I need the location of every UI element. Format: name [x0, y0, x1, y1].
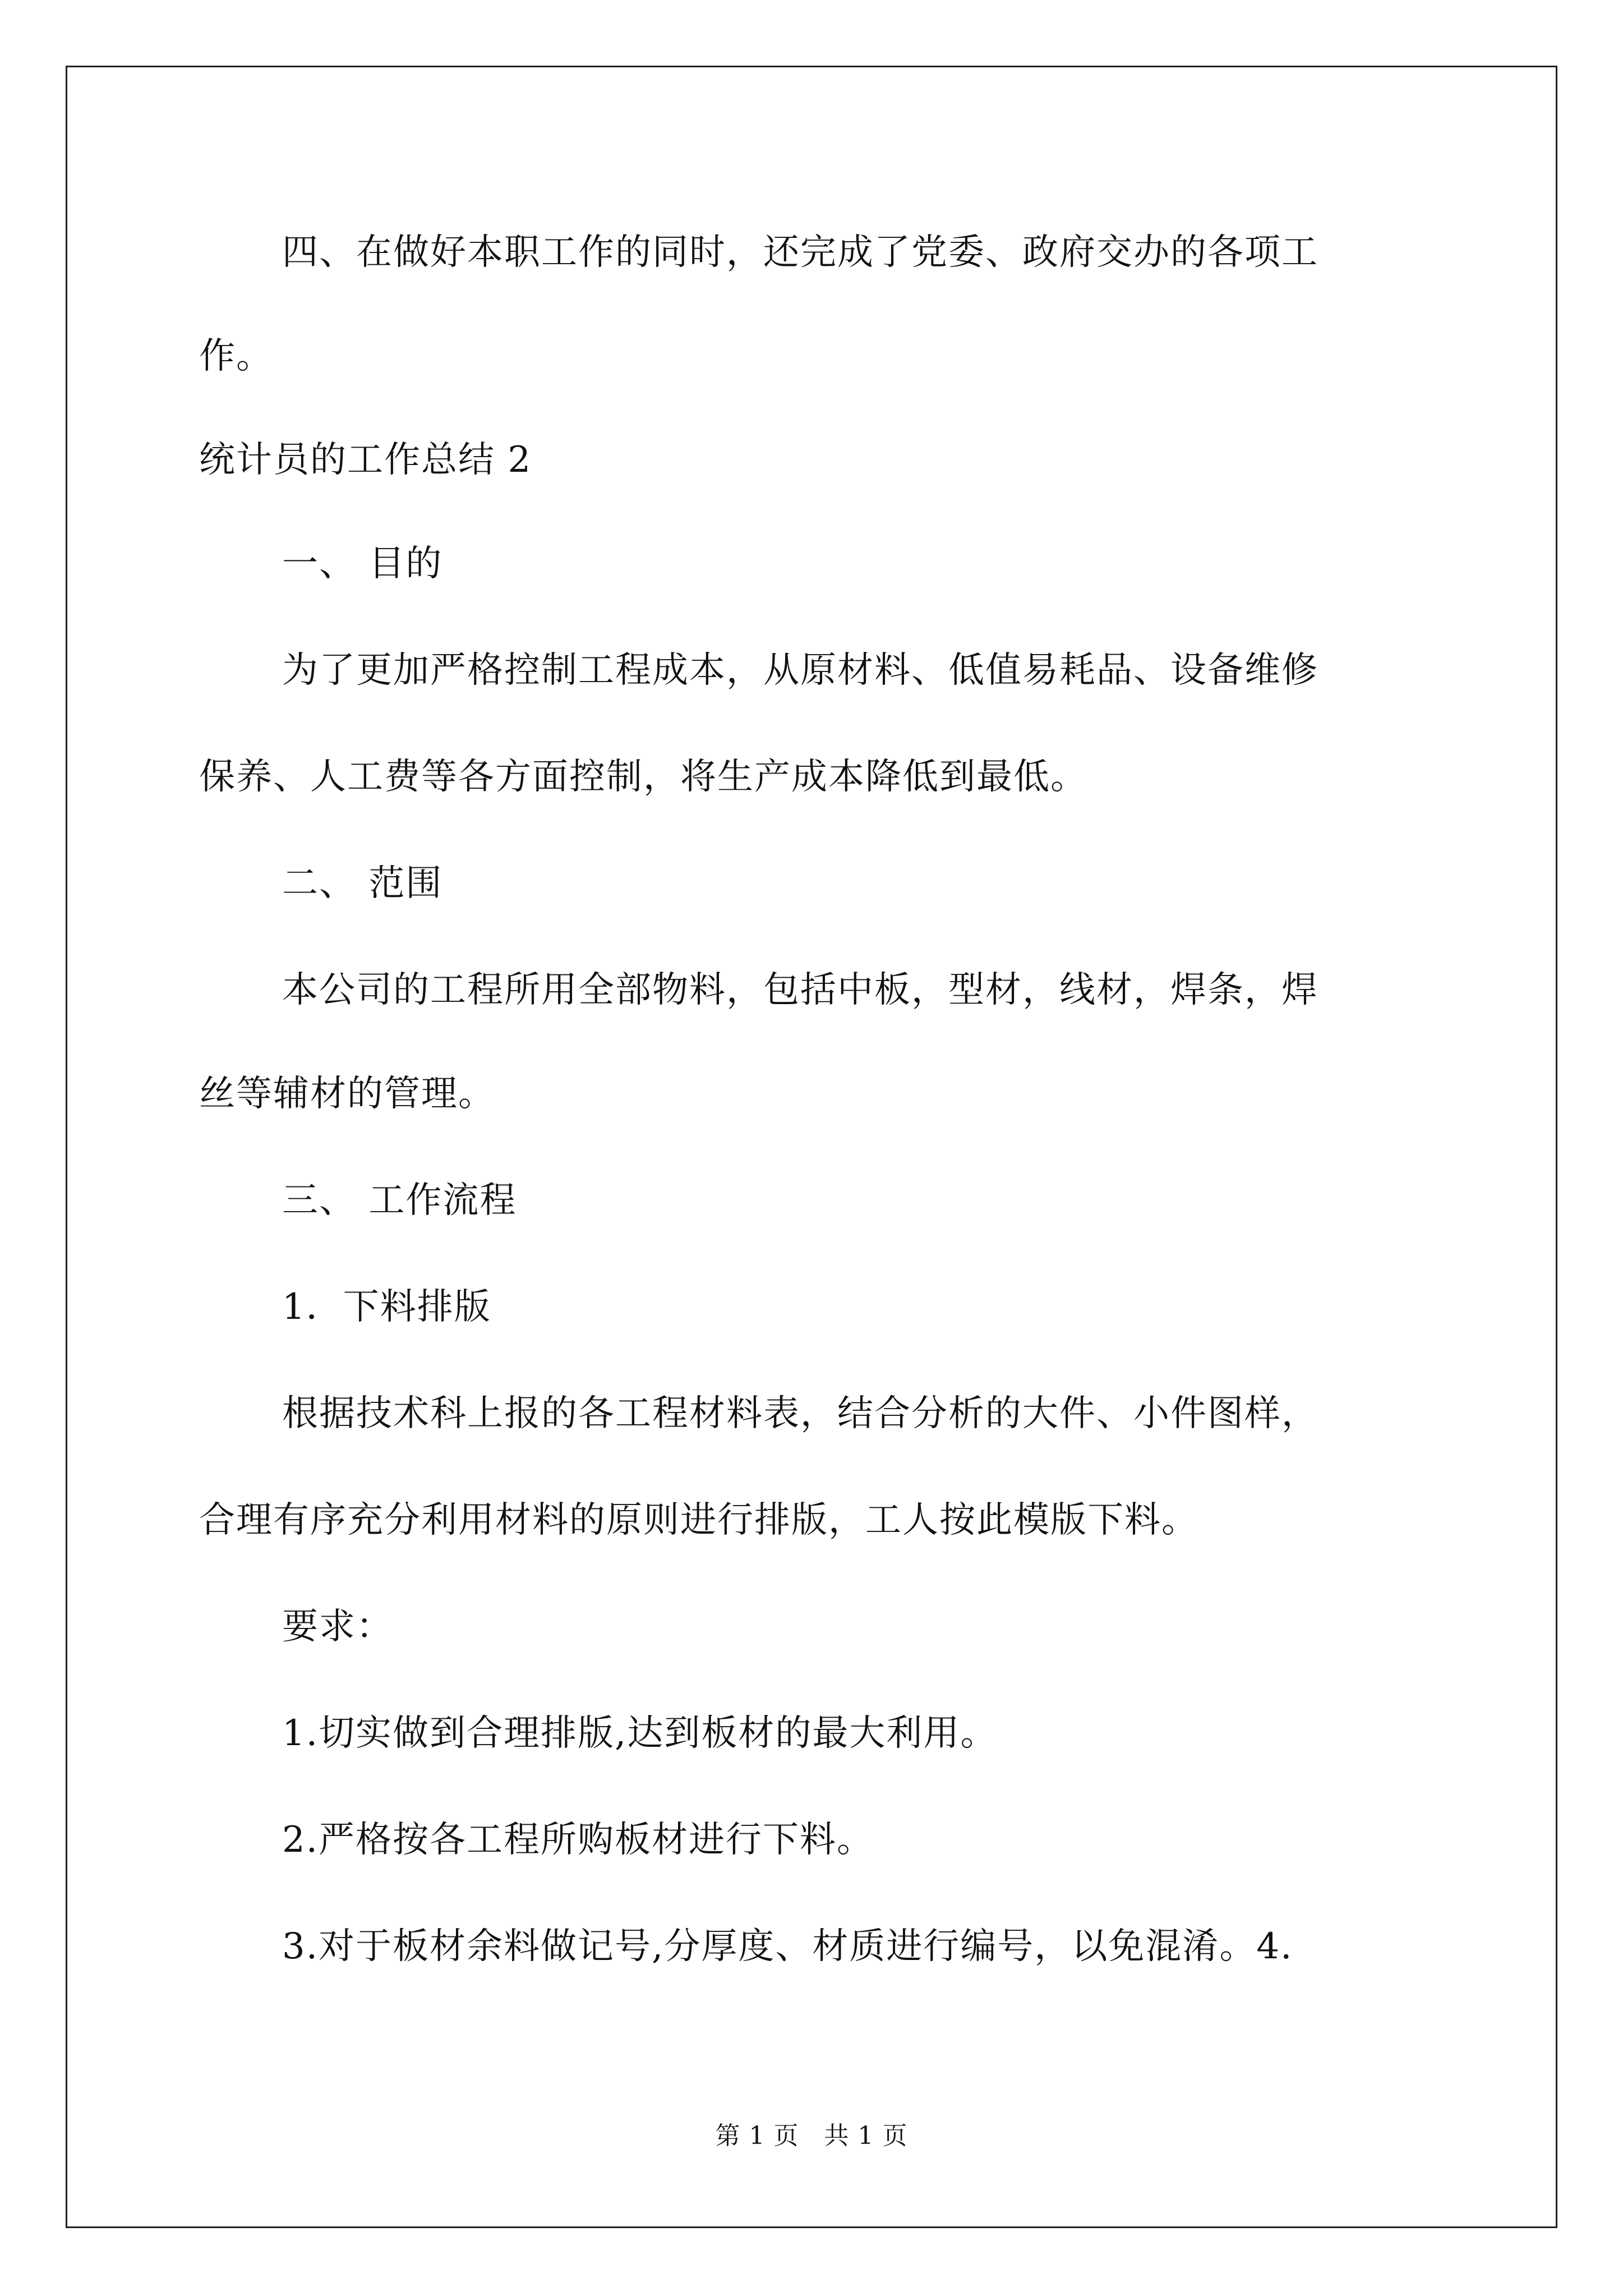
paragraph-line: 作。 [199, 335, 273, 377]
subsection-heading: 一、 目的 [282, 543, 443, 585]
list-item: 1.切实做到合理排版,达到板材的最大利用。 [282, 1713, 998, 1754]
paragraph-line: 保养、人工费等各方面控制，将生产成本降低到最低。 [199, 756, 1087, 798]
paragraph-line: 丝等辅材的管理。 [199, 1073, 495, 1115]
paragraph-line: 根据技术科上报的各工程材料表，结合分析的大件、小件图样， [282, 1393, 1318, 1434]
subsection-heading: 二、 范围 [282, 863, 443, 904]
page-border [66, 66, 1557, 2228]
paragraph-line: 为了更加严格控制工程成本，从原材料、低值易耗品、设备维修 [282, 650, 1318, 691]
list-item: 3.对于板材余料做记号,分厚度、材质进行编号，以免混淆。4. [282, 1926, 1293, 1967]
list-item: 2.严格按各工程所购板材进行下料。 [282, 1819, 874, 1861]
paragraph-line: 要求： [282, 1606, 393, 1648]
paragraph-line: 四、在做好本职工作的同时，还完成了党委、政府交办的各项工 [282, 232, 1318, 273]
paragraph-line: 合理有序充分利用材料的原则进行排版，工人按此模版下料。 [199, 1499, 1198, 1541]
list-heading: 1．下料排版 [282, 1286, 491, 1328]
section-heading: 统计员的工作总结 2 [199, 439, 532, 481]
paragraph-line: 本公司的工程所用全部物料，包括中板，型材，线材，焊条，焊 [282, 969, 1318, 1011]
page-footer: 第 1 页 共 1 页 [715, 2122, 908, 2150]
subsection-heading: 三、 工作流程 [282, 1180, 517, 1221]
